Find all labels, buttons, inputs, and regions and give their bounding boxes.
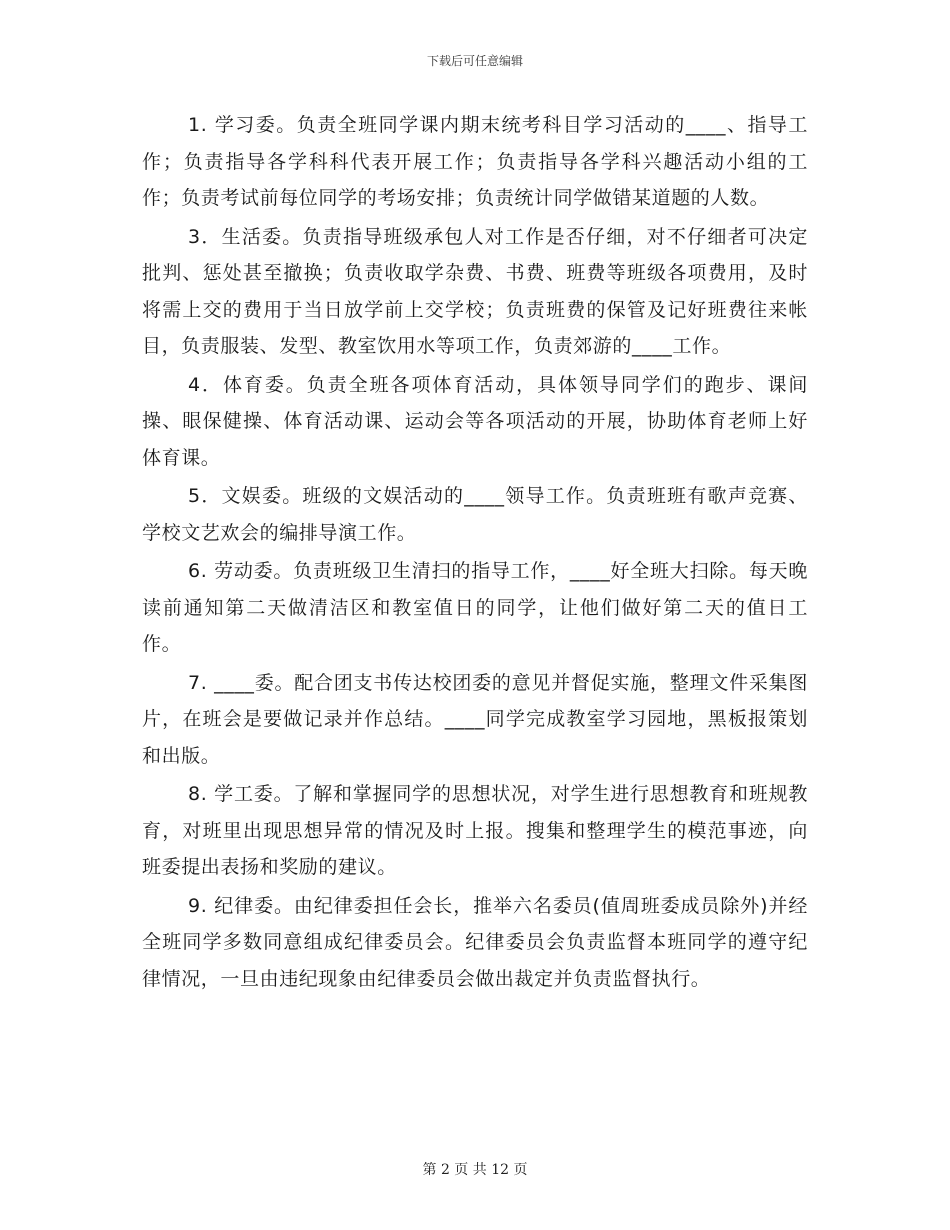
paragraph-entertainment-committee: 5．文娱委。班级的文娱活动的____领导工作。负责班班有歌声竞赛、学校文艺欢会的编排导演工作。 bbox=[142, 485, 808, 544]
page-footer: 第 2 页 共 12 页 bbox=[422, 1162, 528, 1178]
paragraph-study-committee: 1. 学习委。负责全班同学课内期末统考科目学习活动的____、指导工作；负责指导各学科科代表开展工作；负责指导各学科兴趣活动小组的工作；负责考试前每位同学的考场安排；负责统计同学做错某道题的人数。 bbox=[142, 114, 808, 209]
paragraph-discipline-committee: 9. 纪律委。由纪律委担任会长，推举六名委员(值周班委成员除外)并经全班同学多数同意组成纪律委员会。纪律委员会负责监督本班同学的遵守纪律情况，一旦由违纪现象由纪律委员会做出裁定并负责监督执行。 bbox=[142, 894, 808, 990]
paragraph-sports-committee: 4．体育委。负责全班各项体育活动，具体领导同学们的跑步、课间操、眼保健操、体育活动课、运动会等各项活动的开展，协助体育老师上好体育课。 bbox=[142, 373, 808, 469]
paragraph-student-work-committee: 8. 学工委。了解和掌握同学的思想状况，对学生进行思想教育和班规教育，对班里出现思想异常的情况及时上报。搜集和整理学生的模范事迹，向班委提出表扬和奖励的建议。 bbox=[142, 783, 808, 878]
document-body bbox=[142, 107, 808, 999]
page-header: 下载后可任意编辑 bbox=[426, 54, 523, 68]
paragraph-life-committee: 3．生活委。负责指导班级承包人对工作是否仔细，对不仔细者可决定批判、惩处甚至撤换；负责收取学杂费、书费、班费等班级各项费用，及时将需上交的费用于当日放学前上交学校；负责班费的保管及记好班费往来帐目，负责服装、发型、教室饮用水等项工作，负责郊游的____工作。 bbox=[142, 225, 808, 357]
paragraph-labor-committee: 6. 劳动委。负责班级卫生清扫的指导工作，____好全班大扫除。每天晚读前通知第二天做清洁区和教室值日的同学，让他们做好第二天的值日工作。 bbox=[142, 560, 808, 655]
paragraph-committee-7: 7. ____委。配合团支书传达校团委的意见并督促实施，整理文件采集图片，在班会是要做记录并作总结。____同学完成教室学习园地，黑板报策划和出版。 bbox=[142, 671, 808, 767]
